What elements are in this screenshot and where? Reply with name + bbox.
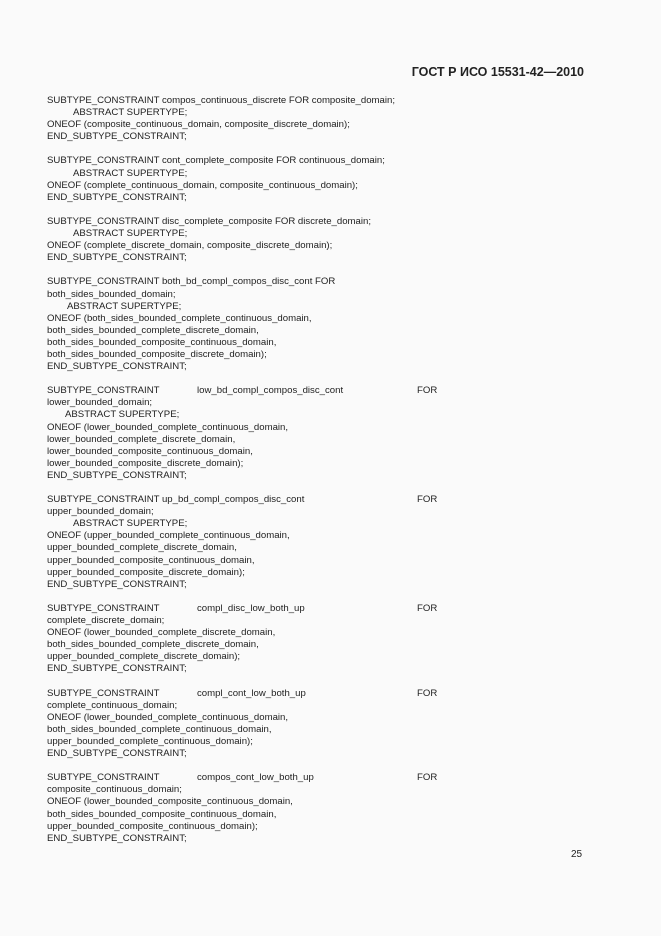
abstract-supertype: ABSTRACT SUPERTYPE;: [73, 167, 188, 179]
oneof-clause: ONEOF (complete_continuous_domain, composite_continuous_domain);: [47, 179, 358, 191]
keyword: SUBTYPE_CONSTRAINT: [47, 602, 160, 614]
for-keyword: FOR: [417, 687, 438, 699]
constraint-name: low_bd_compl_compos_disc_cont: [197, 385, 344, 397]
constraint-target: complete_discrete_domain;: [47, 615, 165, 627]
subtype-constraint-block: [47, 772, 447, 845]
constraint-declaration: SUBTYPE_CONSTRAINT both_bd_compl_compos_disc_cont FOR: [47, 276, 336, 288]
subtype-constraint-block: [47, 385, 447, 482]
end-constraint: END_SUBTYPE_CONSTRAINT;: [47, 832, 187, 844]
standard-designation: ГОСТ Р ИСО 15531-42—2010: [411, 65, 584, 79]
end-constraint: END_SUBTYPE_CONSTRAINT;: [47, 361, 187, 373]
page-number: 25: [571, 849, 583, 860]
end-constraint: END_SUBTYPE_CONSTRAINT;: [47, 131, 187, 143]
constraint-name: compl_disc_low_both_up: [197, 602, 305, 614]
keyword: SUBTYPE_CONSTRAINT: [47, 772, 160, 784]
oneof-clause: ONEOF (composite_continuous_domain, composite_discrete_domain);: [47, 119, 350, 131]
constraint-declaration: [47, 385, 437, 397]
oneof-clause: upper_bounded_complete_discrete_domain,: [47, 542, 237, 554]
subtype-constraint-block: [47, 603, 447, 676]
constraint-declaration: SUBTYPE_CONSTRAINT compos_continuous_discrete FOR composite_domain;: [47, 95, 396, 106]
oneof-clause: both_sides_bounded_complete_continuous_domain,: [47, 723, 272, 735]
for-keyword: FOR: [417, 602, 438, 614]
oneof-clause: lower_bounded_complete_discrete_domain,: [47, 433, 236, 445]
constraint-declaration: SUBTYPE_CONSTRAINT disc_complete_composite FOR discrete_domain;: [47, 215, 371, 227]
oneof-clause: ONEOF (lower_bounded_composite_continuous_domain,: [47, 796, 293, 808]
constraint-declaration: [47, 603, 437, 615]
oneof-clause: upper_bounded_composite_continuous_domain);: [47, 820, 258, 832]
constraint-target: both_sides_bounded_domain;: [47, 288, 176, 300]
oneof-clause: ONEOF (both_sides_bounded_complete_continuous_domain,: [47, 312, 312, 324]
oneof-clause: both_sides_bounded_composite_continuous_domain,: [47, 336, 277, 348]
keyword-and-name: SUBTYPE_CONSTRAINT up_bd_compl_compos_disc_cont: [47, 494, 305, 506]
for-keyword: FOR: [417, 494, 438, 506]
subtype-constraint-block: [47, 155, 447, 203]
abstract-supertype: ABSTRACT SUPERTYPE;: [73, 518, 188, 530]
abstract-supertype: ABSTRACT SUPERTYPE;: [73, 107, 188, 119]
constraint-declaration: [47, 772, 437, 784]
constraint-target: lower_bounded_domain;: [47, 397, 153, 409]
abstract-supertype: ABSTRACT SUPERTYPE;: [65, 409, 180, 421]
subtype-constraint-block: [47, 688, 447, 761]
end-constraint: END_SUBTYPE_CONSTRAINT;: [47, 252, 187, 264]
end-constraint: END_SUBTYPE_CONSTRAINT;: [47, 748, 187, 760]
oneof-clause: both_sides_bounded_composite_continuous_domain,: [47, 808, 277, 820]
end-constraint: END_SUBTYPE_CONSTRAINT;: [47, 578, 187, 590]
subtype-constraint-block: [47, 276, 447, 373]
constraint-name: compl_cont_low_both_up: [197, 687, 306, 699]
oneof-clause: upper_bounded_complete_discrete_domain);: [47, 651, 241, 663]
end-constraint: END_SUBTYPE_CONSTRAINT;: [47, 469, 187, 481]
constraint-declaration: [47, 494, 437, 506]
oneof-clause: upper_bounded_complete_continuous_domain);: [47, 735, 253, 747]
abstract-supertype: ABSTRACT SUPERTYPE;: [67, 300, 182, 312]
express-code-listing: [47, 95, 447, 857]
constraint-target: complete_continuous_domain;: [47, 699, 178, 711]
for-keyword: FOR: [417, 385, 438, 397]
constraint-declaration: [47, 688, 437, 700]
oneof-clause: both_sides_bounded_composite_discrete_domain);: [47, 348, 267, 360]
subtype-constraint-block: [47, 95, 447, 143]
oneof-clause: ONEOF (lower_bounded_complete_continuous_domain,: [47, 711, 289, 723]
constraint-target: composite_continuous_domain;: [47, 784, 182, 796]
oneof-clause: ONEOF (lower_bounded_complete_continuous_domain,: [47, 421, 289, 433]
oneof-clause: lower_bounded_composite_discrete_domain);: [47, 457, 244, 469]
oneof-clause: ONEOF (upper_bounded_complete_continuous_domain,: [47, 530, 290, 542]
oneof-clause: ONEOF (lower_bounded_complete_discrete_domain,: [47, 627, 276, 639]
abstract-supertype: ABSTRACT SUPERTYPE;: [73, 228, 188, 240]
constraint-name: compos_cont_low_both_up: [197, 772, 314, 784]
subtype-constraint-block: [47, 494, 447, 591]
oneof-clause: ONEOF (complete_discrete_domain, composite_discrete_domain);: [47, 240, 333, 252]
oneof-clause: both_sides_bounded_complete_discrete_domain,: [47, 324, 259, 336]
end-constraint: END_SUBTYPE_CONSTRAINT;: [47, 663, 187, 675]
oneof-clause: upper_bounded_composite_discrete_domain);: [47, 566, 245, 578]
constraint-declaration: SUBTYPE_CONSTRAINT cont_complete_composite FOR continuous_domain;: [47, 155, 385, 167]
subtype-constraint-block: [47, 216, 447, 264]
oneof-clause: upper_bounded_composite_continuous_domain,: [47, 554, 255, 566]
keyword: SUBTYPE_CONSTRAINT: [47, 385, 160, 397]
keyword: SUBTYPE_CONSTRAINT: [47, 687, 160, 699]
oneof-clause: both_sides_bounded_complete_discrete_domain,: [47, 639, 259, 651]
for-keyword: FOR: [417, 772, 438, 784]
oneof-clause: lower_bounded_composite_continuous_domain,: [47, 445, 253, 457]
constraint-target: upper_bounded_domain;: [47, 506, 154, 518]
end-constraint: END_SUBTYPE_CONSTRAINT;: [47, 191, 187, 203]
